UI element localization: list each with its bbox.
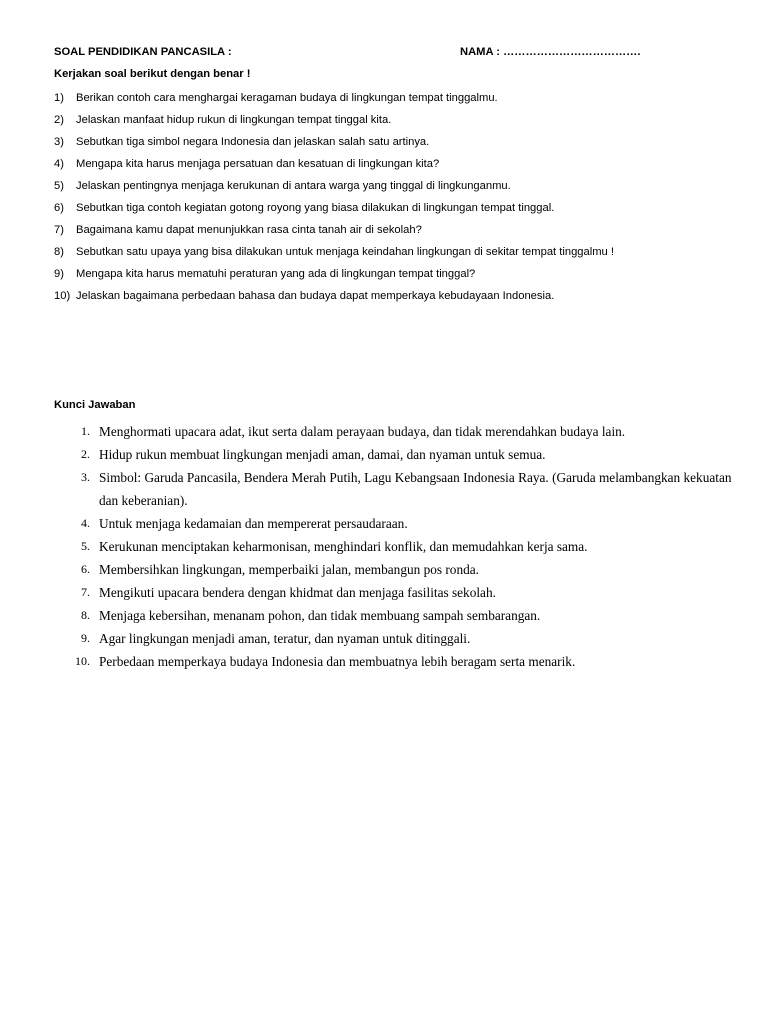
- question-number: 1): [54, 92, 64, 104]
- instruction-text: Kerjakan soal berikut dengan benar !: [54, 68, 251, 80]
- answer-text: Menghormati upacara adat, ikut serta dalam perayaan budaya, dan tidak merendahkan budaya lain.: [99, 424, 626, 439]
- answer-number: 9.: [81, 631, 90, 645]
- answer-text: Simbol: Garuda Pancasila, Bendera Merah Putih, Lagu Kebangsaan Indonesia Raya. (Garuda melambangkan kekuatan dan keberanian).: [99, 470, 732, 508]
- answer-number: 8.: [81, 608, 90, 622]
- header-row: [54, 46, 734, 62]
- answer-text: Hidup rukun membuat lingkungan menjadi aman, damai, dan nyaman untuk semua.: [99, 447, 546, 462]
- question-number: 9): [54, 268, 64, 280]
- question-item: [54, 288, 744, 310]
- question-item: [54, 200, 744, 222]
- answer-item: [54, 466, 734, 512]
- question-item: [54, 222, 744, 244]
- question-item: [54, 112, 744, 134]
- answer-key-heading: Kunci Jawaban: [54, 399, 136, 411]
- answer-text: Menjaga kebersihan, menanam pohon, dan tidak membuang sampah sembarangan.: [99, 608, 541, 623]
- question-item: [54, 134, 744, 156]
- name-field: NAMA : ……………………………….: [460, 46, 641, 58]
- question-item: [54, 178, 744, 200]
- question-item: [54, 156, 744, 178]
- question-number: 10): [54, 290, 71, 302]
- question-number: 3): [54, 136, 64, 148]
- answer-item: [54, 627, 734, 650]
- question-text: Bagaimana kamu dapat menunjukkan rasa cinta tanah air di sekolah?: [76, 224, 422, 236]
- answer-item: [54, 420, 734, 443]
- question-text: Jelaskan pentingnya menjaga kerukunan di antara warga yang tinggal di lingkunganmu.: [76, 180, 511, 192]
- answer-item: [54, 512, 734, 535]
- question-text: Sebutkan tiga contoh kegiatan gotong royong yang biasa dilakukan di lingkungan tempat tinggal.: [76, 202, 555, 214]
- answer-number: 10.: [75, 654, 90, 668]
- question-item: [54, 244, 744, 266]
- answer-item: [54, 535, 734, 558]
- question-item: [54, 266, 744, 288]
- answer-text: Untuk menjaga kedamaian dan mempererat persaudaraan.: [99, 516, 408, 531]
- question-item: [54, 90, 744, 112]
- question-text: Sebutkan satu upaya yang bisa dilakukan untuk menjaga keindahan lingkungan di sekitar tempat tinggalmu !: [76, 246, 614, 258]
- answer-number: 2.: [81, 447, 90, 461]
- answer-list: [54, 420, 734, 673]
- question-text: Jelaskan bagaimana perbedaan bahasa dan budaya dapat memperkaya kebudayaan Indonesia.: [76, 290, 555, 302]
- answer-number: 5.: [81, 539, 90, 553]
- answer-number: 4.: [81, 516, 90, 530]
- answer-item: [54, 650, 734, 673]
- question-number: 5): [54, 180, 64, 192]
- question-number: 7): [54, 224, 64, 236]
- question-list: [54, 90, 744, 310]
- answer-text: Perbedaan memperkaya budaya Indonesia dan membuatnya lebih beragam serta menarik.: [99, 654, 576, 669]
- answer-item: [54, 581, 734, 604]
- question-number: 6): [54, 202, 64, 214]
- question-text: Jelaskan manfaat hidup rukun di lingkungan tempat tinggal kita.: [76, 114, 392, 126]
- answer-text: Agar lingkungan menjadi aman, teratur, dan nyaman untuk ditinggali.: [99, 631, 471, 646]
- question-text: Mengapa kita harus mematuhi peraturan yang ada di lingkungan tempat tinggal?: [76, 268, 476, 280]
- answer-number: 6.: [81, 562, 90, 576]
- answer-item: [54, 558, 734, 581]
- document-title: SOAL PENDIDIKAN PANCASILA :: [54, 46, 232, 58]
- question-text: Mengapa kita harus menjaga persatuan dan kesatuan di lingkungan kita?: [76, 158, 440, 170]
- answer-text: Membersihkan lingkungan, memperbaiki jalan, membangun pos ronda.: [99, 562, 479, 577]
- answer-item: [54, 443, 734, 466]
- question-number: 4): [54, 158, 64, 170]
- answer-text: Mengikuti upacara bendera dengan khidmat dan menjaga fasilitas sekolah.: [99, 585, 496, 600]
- answer-number: 7.: [81, 585, 90, 599]
- question-number: 8): [54, 246, 64, 258]
- answer-number: 3.: [81, 470, 90, 484]
- question-text: Berikan contoh cara menghargai keragaman budaya di lingkungan tempat tinggalmu.: [76, 92, 498, 104]
- answer-text: Kerukunan menciptakan keharmonisan, menghindari konflik, dan memudahkan kerja sama.: [99, 539, 588, 554]
- question-text: Sebutkan tiga simbol negara Indonesia dan jelaskan salah satu artinya.: [76, 136, 430, 148]
- answer-number: 1.: [81, 424, 90, 438]
- question-number: 2): [54, 114, 64, 126]
- answer-item: [54, 604, 734, 627]
